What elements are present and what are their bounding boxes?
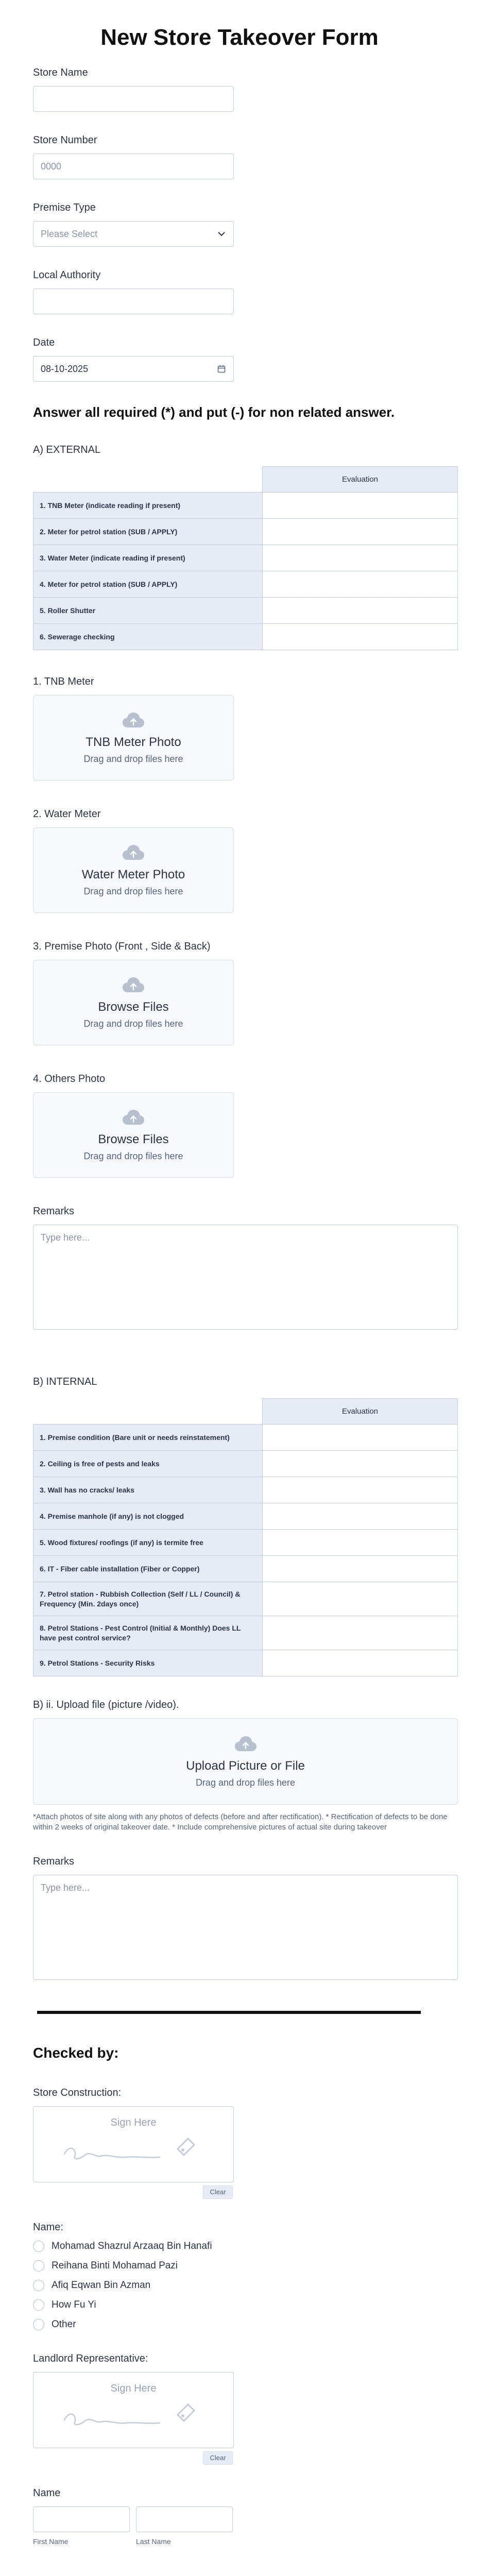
file-dropzone[interactable] [33, 1092, 234, 1178]
cloud-upload-icon [122, 844, 145, 861]
dropzone-title: Browse Files [98, 999, 169, 1014]
file-dropzone[interactable] [33, 960, 234, 1045]
clear-signature-button[interactable]: Clear [203, 2185, 233, 2199]
landlord-block [33, 2353, 446, 2465]
evaluation-cell[interactable] [263, 545, 458, 571]
upload-label: 2. Water Meter [33, 808, 101, 820]
internal-title: B) INTERNAL [33, 1376, 97, 1387]
table-row [33, 1650, 458, 1676]
evaluation-cell[interactable] [263, 1530, 458, 1556]
internal-row-label: 9. Petrol Stations - Security Risks [33, 1650, 263, 1676]
dropzone-title: TNB Meter Photo [85, 735, 181, 749]
landlord-label: Landlord Representative: [33, 2352, 148, 2364]
premise-type-label: Premise Type [33, 202, 96, 213]
dropzone-title: Browse Files [98, 1132, 169, 1146]
name-inputs-row [33, 2506, 446, 2546]
evaluation-cell[interactable] [263, 1616, 458, 1650]
dropzone-hint: Drag and drop files here [195, 1777, 296, 1788]
date-input[interactable] [33, 356, 234, 382]
premise-type-placeholder: Please Select [41, 228, 98, 239]
calendar-icon[interactable] [217, 364, 226, 374]
table-row [33, 1556, 458, 1582]
internal-matrix [33, 1398, 458, 1676]
internal-row-label: 5. Wood fixtures/ roofings (if any) is termite free [33, 1530, 263, 1556]
dropzone-hint: Drag and drop files here [83, 886, 183, 896]
evaluation-cell[interactable] [263, 519, 458, 545]
radio-option[interactable] [33, 2299, 446, 2311]
dropzone-hint: Drag and drop files here [83, 753, 183, 764]
external-row-label: 1. TNB Meter (indicate reading if present) [33, 493, 263, 519]
radio-button[interactable] [33, 2299, 44, 2311]
internal-column-header: Evaluation [263, 1399, 458, 1425]
remarks-internal-block [33, 1856, 446, 1980]
radio-option-label: How Fu Yi [52, 2299, 96, 2310]
local-authority-input[interactable] [33, 289, 234, 314]
store-name-label: Store Name [33, 67, 88, 78]
store-number-label: Store Number [33, 134, 97, 146]
internal-row-label: 4. Premise manhole (if any) is not clogged [33, 1503, 263, 1530]
clear-signature-button[interactable]: Clear [203, 2451, 233, 2465]
cloud-upload-icon [122, 1109, 145, 1126]
dropzone-hint: Drag and drop files here [83, 1150, 183, 1161]
evaluation-cell[interactable] [263, 598, 458, 624]
radio-button[interactable] [33, 2260, 44, 2272]
evaluation-cell[interactable] [263, 1425, 458, 1451]
upload-premise-photo [33, 941, 446, 1045]
remarks-external-block [33, 1206, 446, 1330]
store-number-block [33, 134, 446, 179]
evaluation-cell[interactable] [263, 1477, 458, 1503]
evaluation-cell[interactable] [263, 571, 458, 598]
matrix-corner [33, 1399, 263, 1425]
internal-row-label: 8. Petrol Stations - Pest Control (Initial & Monthly) Does LL have pest control service? [33, 1616, 263, 1650]
evaluation-cell[interactable] [263, 1503, 458, 1530]
file-dropzone[interactable] [33, 695, 234, 781]
dropzone-title: Water Meter Photo [81, 867, 185, 882]
table-row [33, 571, 458, 598]
internal-row-label: 3. Wall has no cracks/ leaks [33, 1477, 263, 1503]
cloud-upload-icon [122, 976, 145, 994]
external-row-label: 3. Water Meter (indicate reading if present) [33, 545, 263, 571]
signature-hint: Sign Here [110, 2116, 157, 2128]
store-construction-block [33, 2087, 446, 2199]
upload-label: 4. Others Photo [33, 1073, 106, 1084]
table-row [33, 1451, 458, 1477]
external-row-label: 6. Sewerage checking [33, 624, 263, 650]
name-fields-block [33, 2487, 446, 2546]
last-name-sublabel: Last Name [136, 2537, 171, 2546]
name-label: Name [33, 2487, 61, 2499]
file-dropzone[interactable] [33, 827, 234, 913]
cloud-upload-icon [234, 1735, 257, 1753]
name-choice-label: Name: [33, 2221, 63, 2233]
evaluation-cell[interactable] [263, 1451, 458, 1477]
form-title: New Store Takeover Form [100, 25, 379, 50]
local-authority-label: Local Authority [33, 269, 101, 281]
remarks-label: Remarks [33, 1855, 75, 1867]
upload-label: 1. TNB Meter [33, 676, 94, 687]
name-choice-block [33, 2222, 446, 2330]
date-block [33, 337, 446, 382]
radio-button[interactable] [33, 2241, 44, 2252]
store-number-placeholder: 0000 [41, 161, 62, 172]
remarks-textarea[interactable] [33, 1875, 458, 1980]
external-row-label: 2. Meter for petrol station (SUB / APPLY) [33, 519, 263, 545]
local-authority-block [33, 269, 446, 314]
table-row [33, 1503, 458, 1530]
store-name-block [33, 67, 446, 112]
premise-type-select[interactable] [33, 221, 234, 247]
first-name-group [33, 2506, 130, 2546]
signature-pen-icon [59, 2399, 209, 2435]
radio-option[interactable] [33, 2319, 446, 2330]
radio-option[interactable] [33, 2260, 446, 2272]
external-column-header: Evaluation [263, 467, 458, 493]
table-row [33, 493, 458, 519]
radio-option[interactable] [33, 2241, 446, 2252]
radio-option-label: Other [52, 2318, 76, 2330]
radio-button[interactable] [33, 2319, 44, 2330]
remarks-placeholder: Type here... [41, 1232, 90, 1243]
upload-others-photo [33, 1073, 446, 1178]
radio-option-label: Mohamad Shazrul Arzaaq Bin Hanafi [52, 2240, 212, 2251]
upload-note: *Attach photos of site along with any photos of defects (before and after rectification). * Rectification of defects to be done within 2 weeks of original takeover date. * Include comprehensive pictures of actual site during takeover [33, 1812, 448, 1832]
evaluation-cell[interactable] [263, 1582, 458, 1616]
remarks-textarea[interactable] [33, 1225, 458, 1330]
signature-pad[interactable] [33, 2372, 234, 2448]
table-row [33, 545, 458, 571]
evaluation-cell[interactable] [263, 1650, 458, 1676]
radio-option-label: Reihana Binti Mohamad Pazi [52, 2260, 178, 2271]
store-construction-label: Store Construction: [33, 2087, 122, 2098]
upload-water-meter [33, 808, 446, 913]
evaluation-cell[interactable] [263, 1556, 458, 1582]
remarks-placeholder: Type here... [41, 1882, 90, 1893]
first-name-sublabel: First Name [33, 2537, 69, 2546]
first-name-input[interactable] [33, 2506, 130, 2532]
radio-option[interactable] [33, 2280, 446, 2291]
table-row [33, 1425, 458, 1451]
internal-row-label: 6. IT - Fiber cable installation (Fiber or Copper) [33, 1556, 263, 1582]
external-title: A) EXTERNAL [33, 444, 101, 455]
last-name-input[interactable] [136, 2506, 233, 2532]
table-row [33, 1616, 458, 1650]
section-divider [37, 2011, 421, 2014]
upload-tnb-meter [33, 676, 446, 781]
radio-button[interactable] [33, 2280, 44, 2291]
dropzone-title: Upload Picture or File [186, 1758, 305, 1773]
matrix-corner [33, 467, 263, 493]
chevron-down-icon [217, 229, 226, 239]
upload-label: B) ii. Upload file (picture /video). [33, 1699, 179, 1710]
premise-type-block [33, 202, 446, 247]
table-row [33, 1530, 458, 1556]
dropzone-hint: Drag and drop files here [83, 1018, 183, 1029]
checked-by-heading: Checked by: [33, 2044, 119, 2061]
internal-row-label: 2. Ceiling is free of pests and leaks [33, 1451, 263, 1477]
date-label: Date [33, 337, 55, 348]
remarks-label: Remarks [33, 1206, 75, 1217]
signature-pad[interactable] [33, 2106, 234, 2182]
cloud-upload-icon [122, 711, 145, 729]
external-row-label: 4. Meter for petrol station (SUB / APPLY) [33, 571, 263, 598]
file-dropzone[interactable] [33, 1718, 458, 1805]
table-row [33, 1582, 458, 1616]
table-row [33, 1477, 458, 1503]
table-row [33, 624, 458, 650]
internal-row-label: 1. Premise condition (Bare unit or needs reinstatement) [33, 1425, 263, 1451]
table-row [33, 519, 458, 545]
external-row-label: 5. Roller Shutter [33, 598, 263, 624]
instruction-heading: Answer all required (*) and put (-) for non related answer. [33, 404, 395, 420]
external-matrix [33, 466, 458, 650]
date-value: 08-10-2025 [41, 363, 89, 374]
signature-pen-icon [59, 2133, 209, 2170]
store-name-input[interactable] [33, 86, 234, 112]
evaluation-cell[interactable] [263, 624, 458, 650]
store-number-input[interactable] [33, 154, 234, 179]
upload-file-block [33, 1699, 446, 1833]
radio-option-label: Afiq Eqwan Bin Azman [52, 2279, 151, 2291]
table-row [33, 598, 458, 624]
upload-label: 3. Premise Photo (Front , Side & Back) [33, 941, 211, 952]
evaluation-cell[interactable] [263, 493, 458, 519]
signature-hint: Sign Here [110, 2382, 157, 2394]
internal-row-label: 7. Petrol station - Rubbish Collection (Self / LL / Council) & Frequency (Min. 2days once) [33, 1582, 263, 1616]
last-name-group [136, 2506, 233, 2546]
